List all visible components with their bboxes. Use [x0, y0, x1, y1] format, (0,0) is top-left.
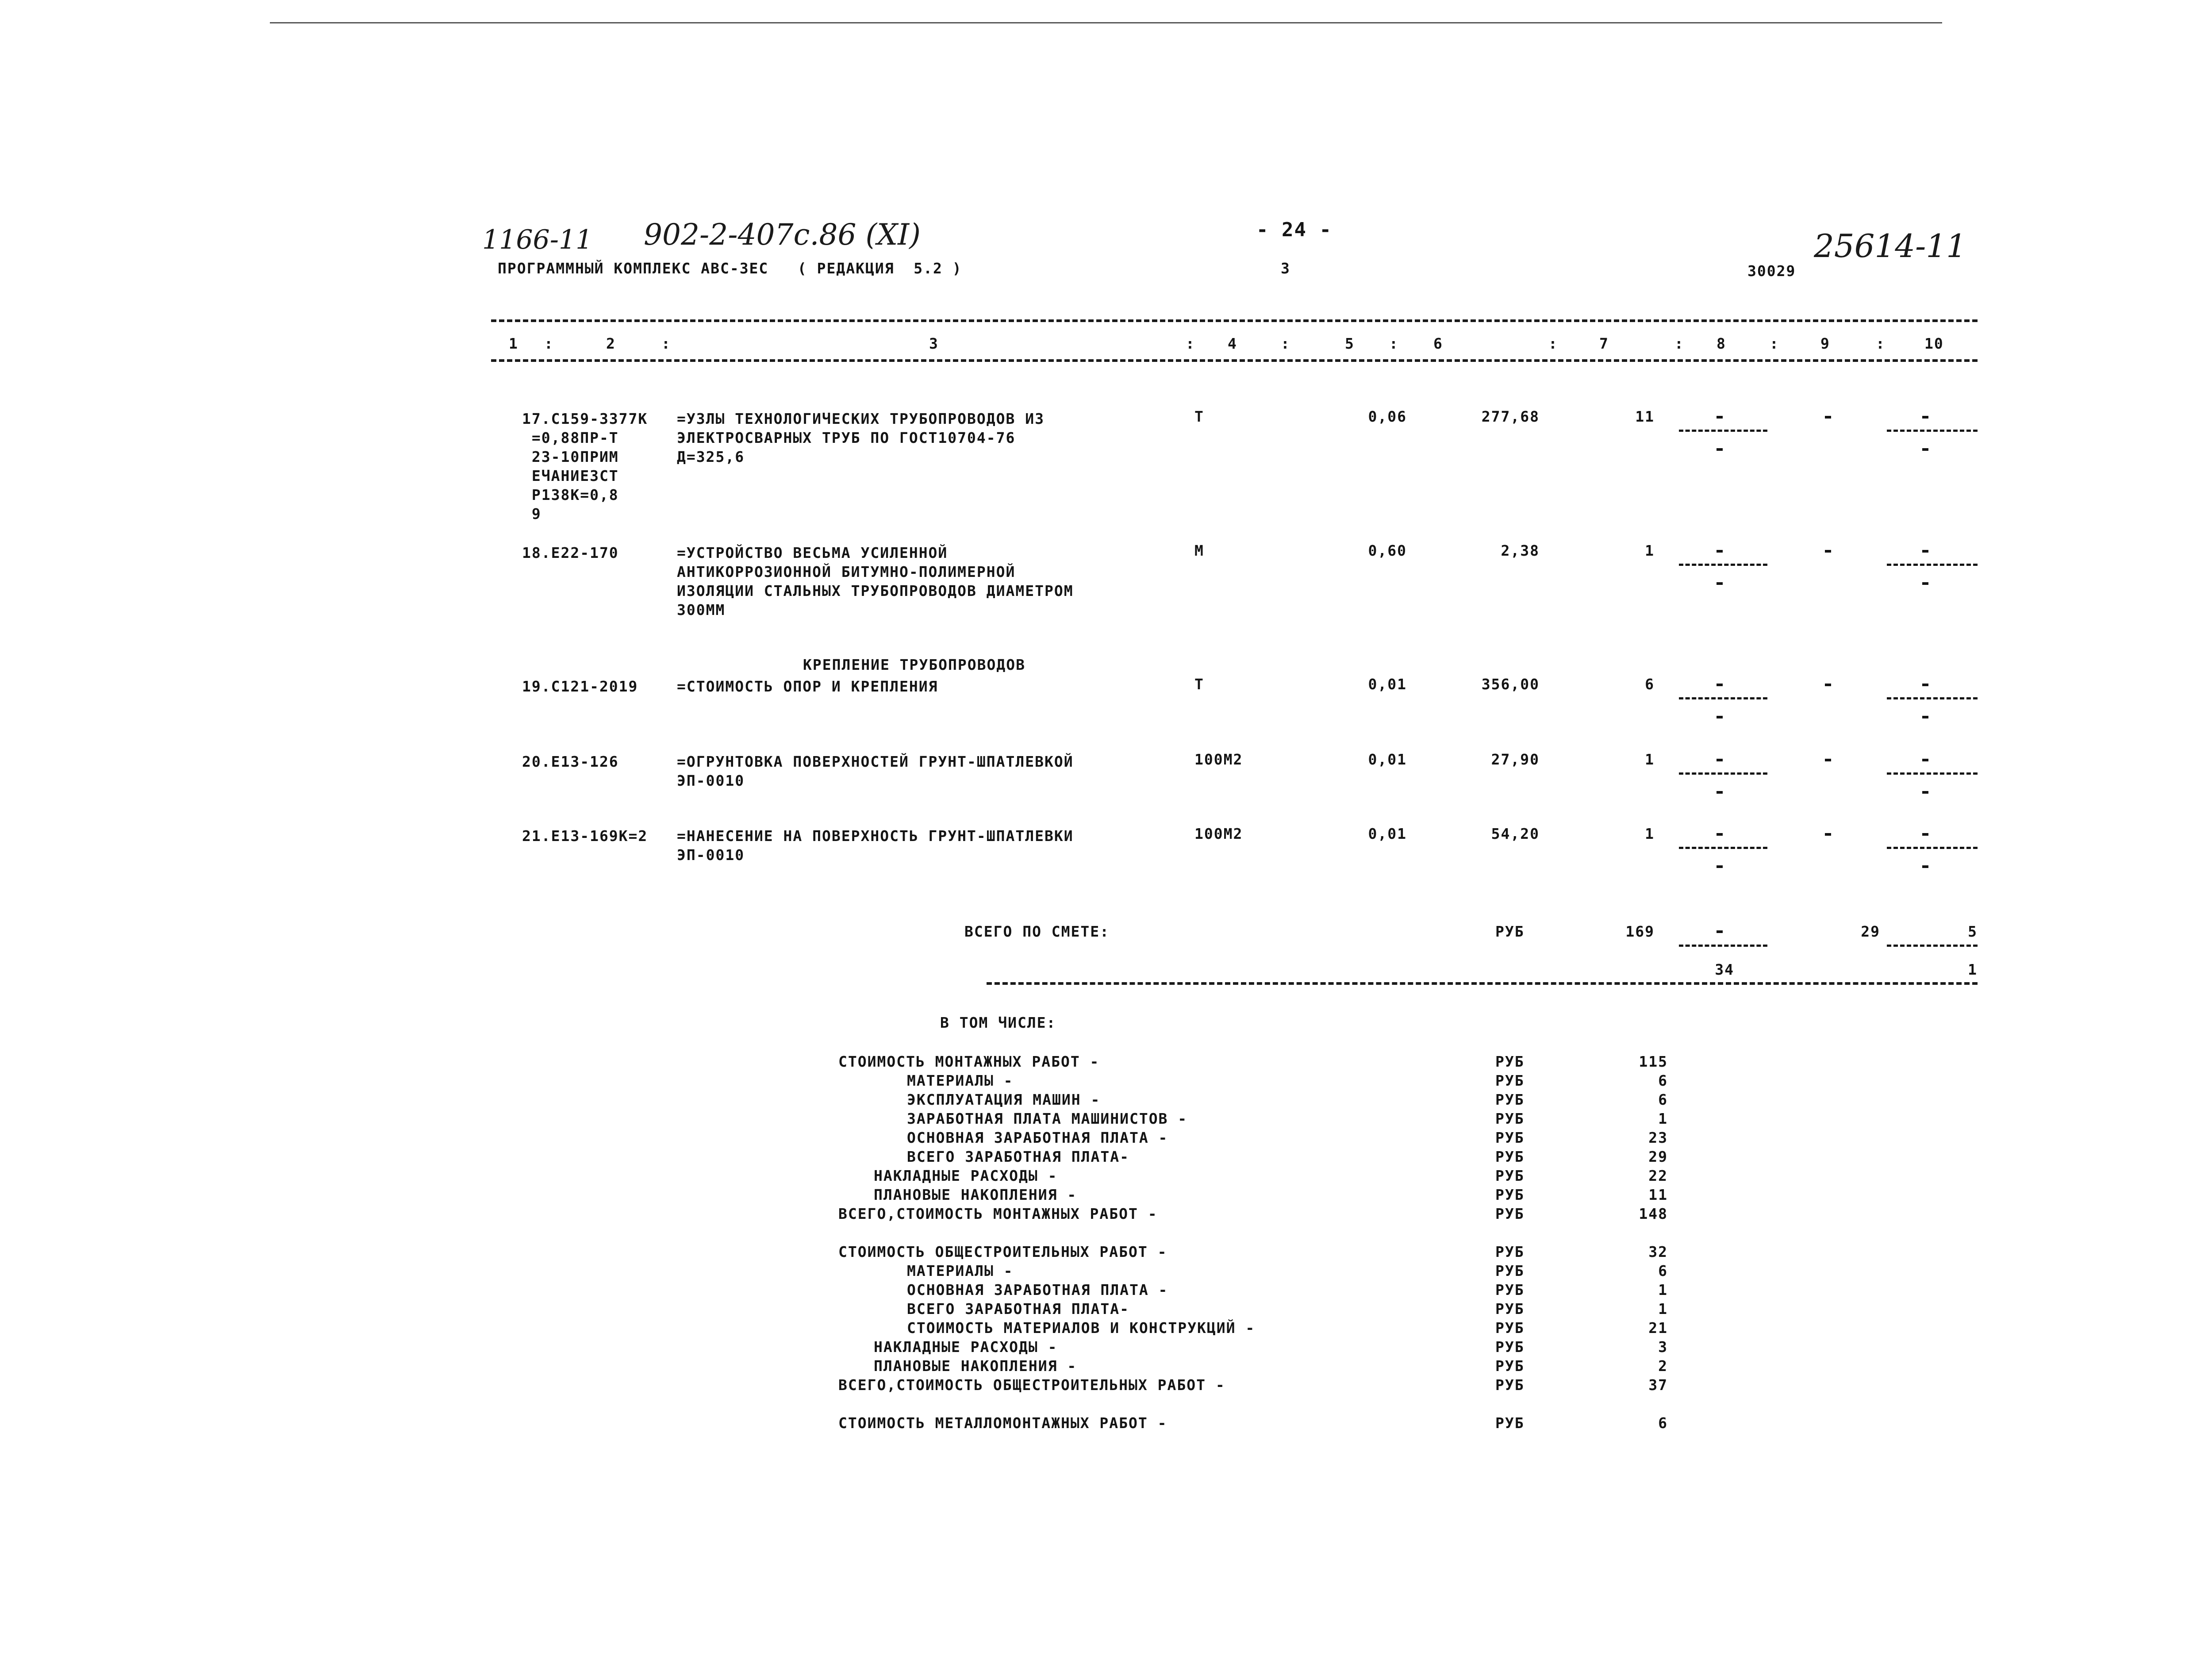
breakdown-unit: РУБ: [1495, 1167, 1525, 1184]
grand-total-col8-dash: [1717, 930, 1723, 933]
row-total: 1: [1645, 542, 1655, 559]
breakdown-unit: РУБ: [1495, 1186, 1525, 1203]
row-quantity: 0,01: [1368, 676, 1407, 693]
breakdown-label: СТОИМОСТЬ ОБЩЕСТРОИТЕЛЬНЫХ РАБОТ -: [838, 1243, 1167, 1260]
breakdown-value: 22: [1648, 1167, 1668, 1184]
grand-total-col7: 169: [1625, 923, 1655, 940]
breakdown-label: НАКЛАДНЫЕ РАСХОДЫ -: [874, 1167, 1058, 1184]
section-title: КРЕПЛЕНИЕ ТРУБОПРОВОДОВ: [803, 656, 1025, 673]
row-total: 1: [1645, 751, 1655, 768]
breakdown-value: 6: [1658, 1414, 1668, 1432]
row-unit: Т: [1194, 408, 1204, 425]
breakdown-label: ВСЕГО,СТОИМОСТЬ ОБЩЕСТРОИТЕЛЬНЫХ РАБОТ -: [838, 1376, 1225, 1394]
handwritten-sheet-code: 1166-11: [482, 224, 593, 255]
row-unit: Т: [1194, 676, 1204, 693]
document-code: 30029: [1747, 262, 1796, 280]
breakdown-value: 148: [1639, 1205, 1668, 1222]
handwritten-project-code: 902-2-407с.86 (XI): [644, 218, 921, 252]
column-header-7: 7: [1599, 335, 1609, 352]
grand-total-col10-below: 1: [1968, 961, 1978, 978]
breakdown-label: ЭКСПЛУАТАЦИЯ МАШИН -: [907, 1091, 1101, 1108]
row-code: 21.Е13-169К=2: [522, 827, 648, 845]
program-title: ПРОГРАММНЫЙ КОМПЛЕКС АВС-3ЕС ( РЕДАКЦИЯ 5.2 ): [498, 260, 962, 277]
column-header: [0, 336, 2212, 354]
row-col10-dash: [1922, 416, 1928, 419]
handwritten-document-number: 25614-11: [1814, 227, 1966, 265]
breakdown-value: 11: [1648, 1186, 1668, 1203]
row-col8-rule: [1679, 697, 1767, 699]
row-col8-rule: [1679, 564, 1767, 566]
breakdown-value: 6: [1658, 1262, 1668, 1279]
row-quantity: 0,01: [1368, 751, 1407, 768]
breakdown-label: ЗАРАБОТНАЯ ПЛАТА МАШИНИСТОВ -: [907, 1110, 1188, 1127]
row-unit-price: 356,00: [1481, 676, 1540, 693]
breakdown-unit: РУБ: [1495, 1357, 1525, 1375]
row-description: =УЗЛЫ ТЕХНОЛОГИЧЕСКИХ ТРУБОПРОВОДОВ ИЗ ЭЛЕКТРОСВАРНЫХ ТРУБ ПО ГОСТ10704-76 Д=325,6: [677, 410, 1045, 465]
breakdown-unit: РУБ: [1495, 1205, 1525, 1222]
row-description: =ОГРУНТОВКА ПОВЕРХНОСТЕЙ ГРУНТ-ШПАТЛЕВКОЙ ЭП-0010: [677, 753, 1074, 789]
row-col8-dash: [1717, 416, 1723, 419]
row-col10-dash-below: [1922, 865, 1928, 868]
row-code: 17.С159-3377К =0,88ПР-Т 23-10ПРИМ ЕЧАНИЕ3СТ Р138К=0,8 9: [522, 410, 648, 522]
breakdown-unit: РУБ: [1495, 1338, 1525, 1356]
breakdown-label: СТОИМОСТЬ МАТЕРИАЛОВ И КОНСТРУКЦИЙ -: [907, 1319, 1256, 1337]
column-separator: :: [544, 335, 554, 352]
row-col8-dash-below: [1717, 716, 1723, 718]
breakdown-value: 29: [1648, 1148, 1668, 1165]
column-header-2: 2: [606, 335, 616, 352]
breakdown-value: 1: [1658, 1300, 1668, 1317]
row-col8-rule: [1679, 772, 1767, 775]
row-col8-dash-below: [1717, 448, 1723, 451]
column-separator: :: [1389, 335, 1399, 352]
breakdown-unit: РУБ: [1495, 1110, 1525, 1127]
row-col8-dash-below: [1717, 791, 1723, 794]
breakdown-label: ОСНОВНАЯ ЗАРАБОТНАЯ ПЛАТА -: [907, 1281, 1168, 1298]
row-col9-dash: [1825, 759, 1831, 761]
row-col8-dash: [1717, 759, 1723, 761]
breakdown-unit: РУБ: [1495, 1129, 1525, 1146]
row-description: =УСТРОЙСТВО ВЕСЬМА УСИЛЕННОЙ АНТИКОРРОЗИОННОЙ БИТУМНО-ПОЛИМЕРНОЙ ИЗОЛЯЦИИ СТАЛЬНЫХ ТРУБОПРОВОДОВ ДИАМЕТРОМ 300ММ: [677, 544, 1074, 618]
breakdown-unit: РУБ: [1495, 1281, 1525, 1298]
grand-total-col9: 29: [1861, 923, 1880, 940]
scan-top-border: [270, 22, 1942, 23]
column-header-5: 5: [1345, 335, 1355, 352]
row-unit: М: [1194, 542, 1204, 559]
row-col10-dash-below: [1922, 791, 1928, 794]
breakdown-unit: РУБ: [1495, 1148, 1525, 1165]
row-col10-dash: [1922, 833, 1928, 836]
breakdown-label: ПЛАНОВЫЕ НАКОПЛЕНИЯ -: [874, 1186, 1077, 1203]
row-col8-dash: [1717, 550, 1723, 553]
breakdown-value: 37: [1648, 1376, 1668, 1394]
row-total: 11: [1635, 408, 1655, 425]
row-code: 20.Е13-126: [522, 753, 619, 770]
row-code: 19.С121-2019: [522, 678, 638, 695]
breakdown-label: СТОИМОСТЬ МЕТАЛЛОМОНТАЖНЫХ РАБОТ -: [838, 1414, 1167, 1432]
row-col10-dash: [1922, 759, 1928, 761]
row-unit: 100М2: [1194, 825, 1243, 842]
grand-total-label: ВСЕГО ПО СМЕТЕ:: [964, 923, 1110, 940]
row-col9-dash: [1825, 833, 1831, 836]
column-header-1: 1: [509, 335, 518, 352]
column-separator: :: [1548, 335, 1558, 352]
row-quantity: 0,60: [1368, 542, 1407, 559]
breakdown-value: 32: [1648, 1243, 1668, 1260]
row-col9-dash: [1825, 416, 1831, 419]
breakdown-label: ВСЕГО,СТОИМОСТЬ МОНТАЖНЫХ РАБОТ -: [838, 1205, 1158, 1222]
breakdown-unit: РУБ: [1495, 1414, 1525, 1432]
breakdown-label: МАТЕРИАЛЫ -: [907, 1262, 1014, 1279]
breakdown-value: 21: [1648, 1319, 1668, 1337]
column-header-4: 4: [1228, 335, 1237, 352]
row-col10-rule: [1887, 564, 1978, 566]
row-quantity: 0,06: [1368, 408, 1407, 425]
table-top-rule: [491, 319, 1978, 322]
table-header-rule: [491, 359, 1978, 362]
column-separator: :: [1281, 335, 1290, 352]
row-unit-price: 27,90: [1491, 751, 1540, 768]
row-col10-rule: [1887, 847, 1978, 849]
row-col10-dash-below: [1922, 582, 1928, 585]
row-col8-dash-below: [1717, 865, 1723, 868]
row-description: =НАНЕСЕНИЕ НА ПОВЕРХНОСТЬ ГРУНТ-ШПАТЛЕВКИ ЭП-0010: [677, 827, 1074, 864]
grand-total-col8-below: 34: [1715, 961, 1734, 978]
breakdown-label: ВСЕГО ЗАРАБОТНАЯ ПЛАТА-: [907, 1148, 1129, 1165]
column-header-6: 6: [1433, 335, 1443, 352]
breakdown-title: В ТОМ ЧИСЛЕ:: [940, 1014, 1056, 1031]
row-unit-price: 277,68: [1481, 408, 1540, 425]
row-col8-dash: [1717, 833, 1723, 836]
row-col10-rule: [1887, 430, 1978, 432]
grand-total-col8-rule: [1679, 945, 1767, 947]
breakdown-value: 6: [1658, 1091, 1668, 1108]
row-col8-dash: [1717, 684, 1723, 686]
row-col9-dash: [1825, 684, 1831, 686]
breakdown-value: 1: [1658, 1281, 1668, 1298]
breakdown-label: МАТЕРИАЛЫ -: [907, 1072, 1014, 1089]
grand-total-col10-rule: [1887, 945, 1978, 947]
row-col10-rule: [1887, 697, 1978, 699]
breakdown-unit: РУБ: [1495, 1300, 1525, 1317]
breakdown-unit: РУБ: [1495, 1319, 1525, 1337]
page-number: - 24 -: [1256, 219, 1332, 241]
grand-total-col10: 5: [1968, 923, 1978, 940]
breakdown-label: СТОИМОСТЬ МОНТАЖНЫХ РАБОТ -: [838, 1053, 1100, 1070]
column-header-8: 8: [1717, 335, 1726, 352]
column-separator: :: [661, 335, 671, 352]
row-col8-rule: [1679, 847, 1767, 849]
row-unit: 100М2: [1194, 751, 1243, 768]
breakdown-value: 3: [1658, 1338, 1668, 1356]
breakdown-unit: РУБ: [1495, 1091, 1525, 1108]
section-mark: 3: [1281, 260, 1290, 277]
column-separator: :: [1674, 335, 1684, 352]
column-separator: :: [1770, 335, 1779, 352]
breakdown-unit: РУБ: [1495, 1053, 1525, 1070]
breakdown-label: НАКЛАДНЫЕ РАСХОДЫ -: [874, 1338, 1058, 1356]
row-col10-dash-below: [1922, 448, 1928, 451]
row-col10-dash: [1922, 550, 1928, 553]
row-total: 1: [1645, 825, 1655, 842]
row-col10-rule: [1887, 772, 1978, 775]
row-col10-dash: [1922, 684, 1928, 686]
row-col8-dash-below: [1717, 582, 1723, 585]
row-description: =СТОИМОСТЬ ОПОР И КРЕПЛЕНИЯ: [677, 678, 938, 695]
grand-total-rule: [987, 982, 1978, 985]
grand-total-unit: РУБ: [1495, 923, 1525, 940]
breakdown-value: 115: [1639, 1053, 1668, 1070]
row-code: 18.Е22-170: [522, 544, 619, 561]
breakdown-unit: РУБ: [1495, 1376, 1525, 1394]
row-col10-dash-below: [1922, 716, 1928, 718]
row-quantity: 0,01: [1368, 825, 1407, 842]
column-header-3: 3: [929, 335, 939, 352]
column-header-10: 10: [1924, 335, 1944, 352]
breakdown-unit: РУБ: [1495, 1262, 1525, 1279]
row-unit-price: 54,20: [1491, 825, 1540, 842]
row-unit-price: 2,38: [1501, 542, 1540, 559]
breakdown-label: ПЛАНОВЫЕ НАКОПЛЕНИЯ -: [874, 1357, 1077, 1375]
breakdown-label: ОСНОВНАЯ ЗАРАБОТНАЯ ПЛАТА -: [907, 1129, 1168, 1146]
breakdown-value: 6: [1658, 1072, 1668, 1089]
row-total: 6: [1645, 676, 1655, 693]
breakdown-label: ВСЕГО ЗАРАБОТНАЯ ПЛАТА-: [907, 1300, 1129, 1317]
row-col9-dash: [1825, 550, 1831, 553]
breakdown-unit: РУБ: [1495, 1072, 1525, 1089]
breakdown-value: 1: [1658, 1110, 1668, 1127]
column-header-9: 9: [1820, 335, 1830, 352]
row-col8-rule: [1679, 430, 1767, 432]
column-separator: :: [1876, 335, 1886, 352]
column-separator: :: [1186, 335, 1195, 352]
breakdown-unit: РУБ: [1495, 1243, 1525, 1260]
breakdown-value: 2: [1658, 1357, 1668, 1375]
breakdown-value: 23: [1648, 1129, 1668, 1146]
